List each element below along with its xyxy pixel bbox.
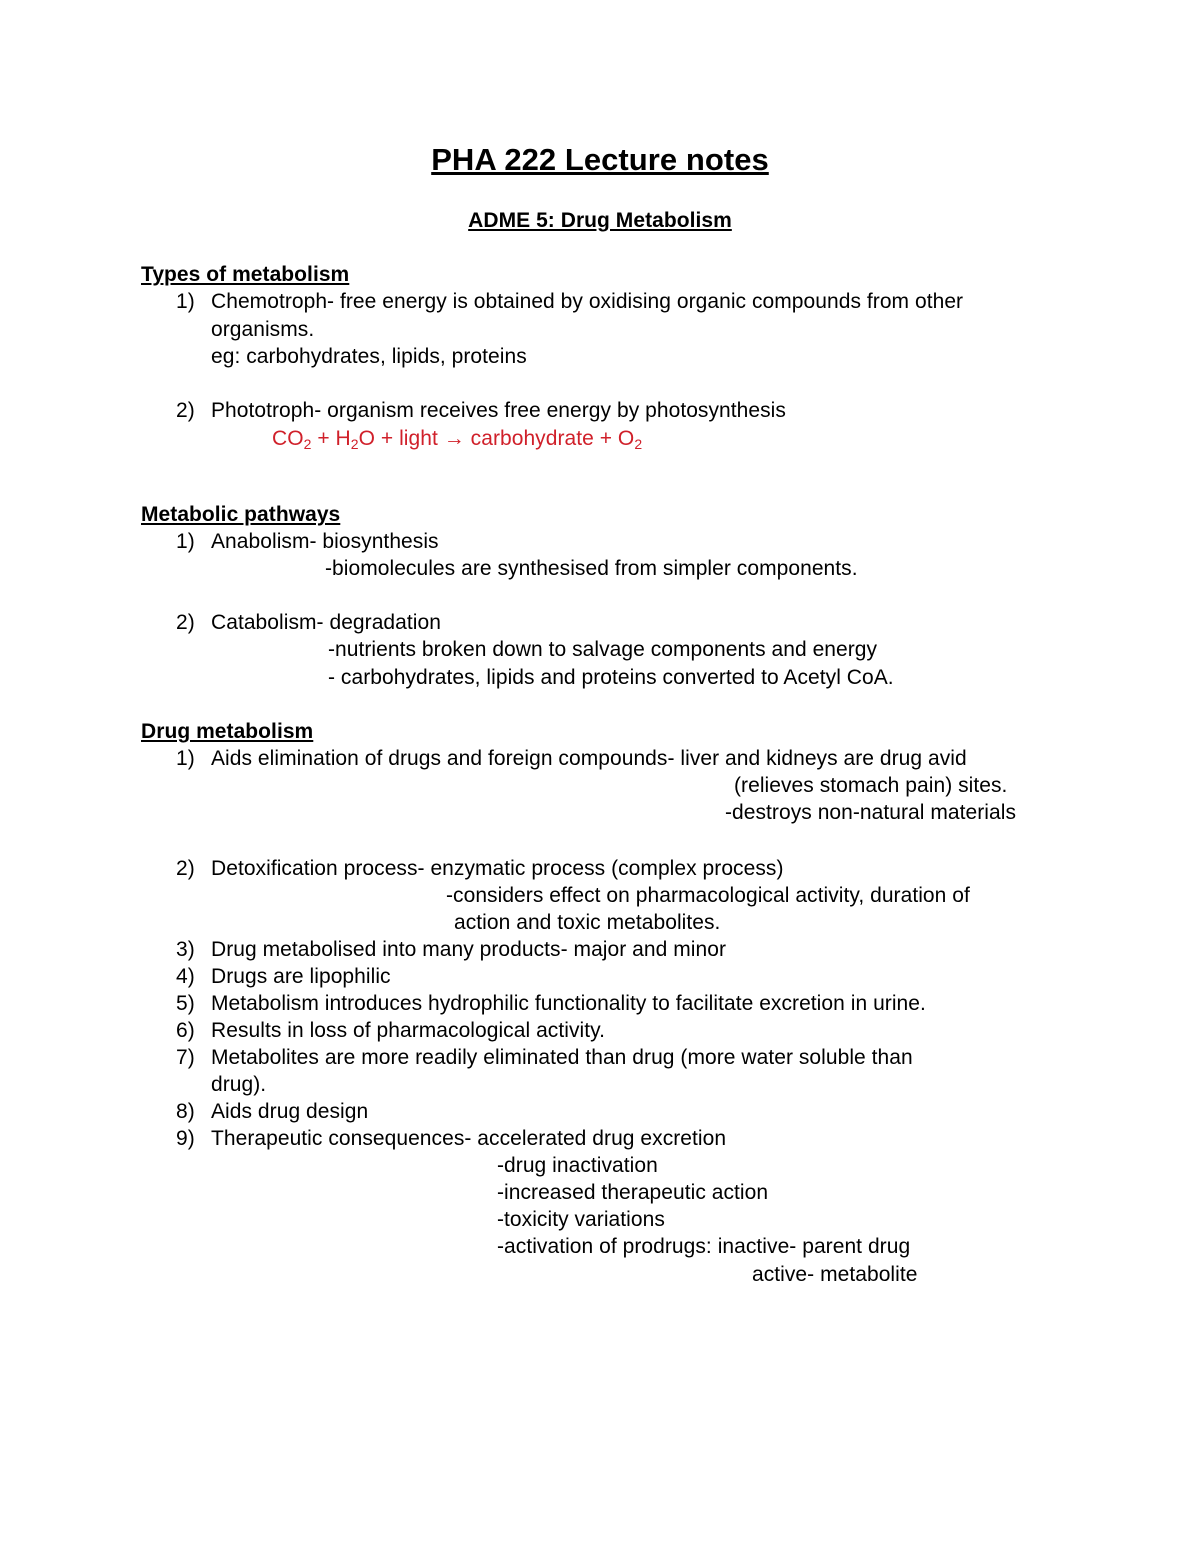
list-number: 2) (176, 611, 195, 634)
list-item-subtext: active- metabolite (752, 1263, 918, 1286)
list-number: 1) (176, 530, 195, 553)
list-number: 7) (176, 1046, 195, 1069)
section-heading-types: Types of metabolism (141, 263, 350, 286)
list-number: 1) (176, 290, 195, 313)
list-number: 6) (176, 1019, 195, 1042)
list-item-text: Metabolites are more readily eliminated than drug (more water soluble than (211, 1046, 913, 1069)
list-item-text: drug). (211, 1073, 267, 1096)
section-heading-pathways: Metabolic pathways (141, 503, 341, 526)
list-item-text: Aids elimination of drugs and foreign compounds- liver and kidneys are drug avid (211, 747, 967, 770)
list-item-subtext: -toxicity variations (497, 1208, 665, 1231)
list-number: 2) (176, 399, 195, 422)
list-number: 9) (176, 1127, 195, 1150)
list-item-text: Therapeutic consequences- accelerated drug excretion (211, 1127, 727, 1150)
list-item-text: Phototroph- organism receives free energy by photosynthesis (211, 399, 786, 422)
page-title: PHA 222 Lecture notes (431, 142, 769, 177)
list-item-text: Catabolism- degradation (211, 611, 441, 634)
list-item-text: Drugs are lipophilic (211, 965, 391, 988)
list-item-subtext: -increased therapeutic action (497, 1181, 769, 1204)
list-number: 3) (176, 938, 195, 961)
photosynthesis-equation: $CO_2 + H_2O$ + light → carbohydrate + $O_2$ (272, 427, 643, 452)
list-item-text: organisms. (211, 318, 315, 341)
list-item-text: Results in loss of pharmacological activity. (211, 1019, 605, 1042)
list-item-subtext: -nutrients broken down to salvage components and energy (328, 638, 878, 661)
list-item-text: Metabolism introduces hydrophilic functionality to facilitate excretion in urine. (211, 992, 926, 1015)
list-item-text: Chemotroph- free energy is obtained by oxidising organic compounds from other (211, 290, 964, 313)
list-number: 4) (176, 965, 195, 988)
list-number: 5) (176, 992, 195, 1015)
page-subtitle: ADME 5: Drug Metabolism (468, 209, 732, 232)
list-item-subtext: -activation of prodrugs: inactive- parent drug (497, 1235, 911, 1258)
list-item-subtext: -biomolecules are synthesised from simpler components. (325, 557, 858, 580)
list-item-text: Anabolism- biosynthesis (211, 530, 439, 553)
list-item-subtext: - carbohydrates, lipids and proteins converted to Acetyl CoA. (328, 666, 894, 689)
list-item-subtext: (relieves stomach pain) sites. (734, 774, 1008, 797)
list-item-text: Detoxification process- enzymatic process (complex process) (211, 857, 784, 880)
list-number: 2) (176, 857, 195, 880)
list-number: 8) (176, 1100, 195, 1123)
list-item-subtext: action and toxic metabolites. (454, 911, 721, 934)
list-item-subtext: -drug inactivation (497, 1154, 658, 1177)
list-item-text: Aids drug design (211, 1100, 369, 1123)
section-heading-drug-metabolism: Drug metabolism (141, 720, 314, 743)
list-item-subtext: -considers effect on pharmacological activity, duration of (446, 884, 970, 907)
list-item-subtext: -destroys non-natural materials (725, 801, 1017, 824)
list-item-text: eg: carbohydrates, lipids, proteins (211, 345, 527, 368)
list-number: 1) (176, 747, 195, 770)
list-item-text: Drug metabolised into many products- major and minor (211, 938, 726, 961)
